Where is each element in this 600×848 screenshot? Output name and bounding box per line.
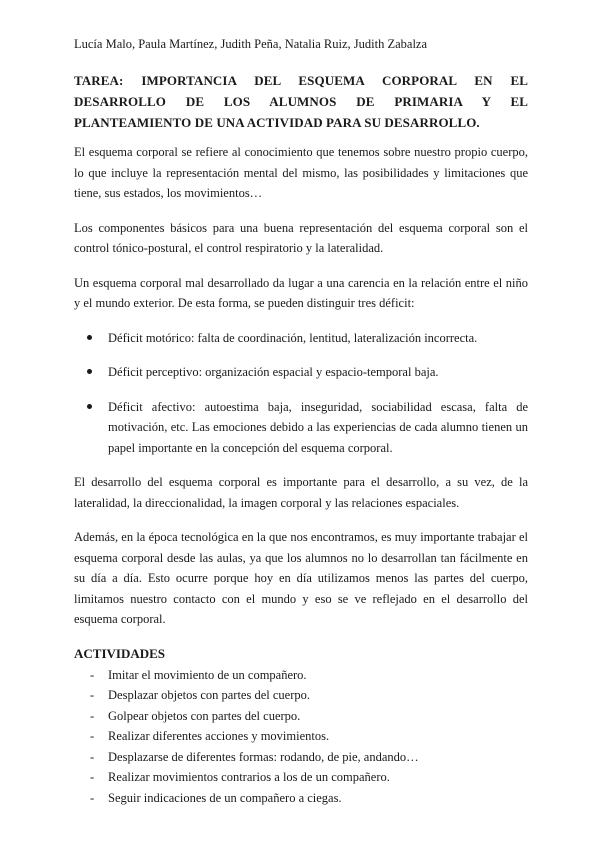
list-item-deficit-afectivo xyxy=(74,397,528,459)
activity-item xyxy=(74,747,528,768)
document-body xyxy=(74,142,528,808)
activity-item xyxy=(74,726,528,747)
bullet-icon xyxy=(87,335,92,340)
activity-text: Realizar movimientos contrarios a los de un compañero. xyxy=(108,770,390,784)
list-item-deficit-motorico xyxy=(74,328,528,349)
paragraph-technology: Además, en la época tecnológica en la que nos encontramos, es muy importante trabajar el esquema corporal desde las aulas, ya que los alumnos no lo desarrollan tan fácilmente en su día a día. Esto ocurre porque hoy en día utilizamos menos las partes del cuerpo, limitamos nuestro contacto con el mundo y eso se ve reflejado en el desarrollo del esquema corporal. xyxy=(74,530,528,626)
document-title: TAREA: IMPORTANCIA DEL ESQUEMA CORPORAL EN EL DESARROLLO DE LOS ALUMNOS DE PRIMARIA Y EL PLANTEAMIENTO DE UNA ACTIVIDAD PARA SU DESARROLLO. xyxy=(74,73,528,130)
activity-item xyxy=(74,767,528,788)
activities-list xyxy=(74,665,528,809)
list-item-text: Déficit motórico: falta de coordinación, lentitud, lateralización incorrecta. xyxy=(108,330,478,345)
deficit-list xyxy=(74,328,528,459)
activity-text: Seguir indicaciones de un compañero a ciegas. xyxy=(108,790,342,805)
paragraph-deficits-intro: Un esquema corporal mal desarrollado da lugar a una carencia en la relación entre el niño y el mundo exterior. De esta forma, se pueden distinguir tres déficit: xyxy=(74,275,528,310)
activity-item xyxy=(74,665,528,686)
list-item-text: Déficit afectivo: autoestima baja, inseguridad, sociabilidad escasa, falta de motivación, etc. Las emociones debido a las experiencias de cada alumno tienen un papel importante en la concepción del esquema corporal. xyxy=(108,399,528,455)
dash-icon: - xyxy=(90,667,95,682)
dash-icon: - xyxy=(90,749,95,764)
bullet-icon xyxy=(87,404,92,409)
activity-text: Imitar el movimiento de un compañero. xyxy=(108,667,307,682)
activity-item xyxy=(74,706,528,727)
dash-icon: - xyxy=(90,688,95,702)
list-item-text: Déficit perceptivo: organización espacial y espacio-temporal baja. xyxy=(108,365,439,379)
activities-heading: ACTIVIDADES xyxy=(74,645,166,661)
activity-item xyxy=(74,685,528,706)
activity-text: Realizar diferentes acciones y movimientos. xyxy=(108,729,330,743)
bullet-icon xyxy=(87,369,92,374)
dash-icon: - xyxy=(90,790,95,805)
paragraph-importance: El desarrollo del esquema corporal es importante para el desarrollo, a su vez, de la lateralidad, la direccionalidad, la imagen corporal y las relaciones espaciales. xyxy=(74,475,528,510)
dash-icon: - xyxy=(90,729,95,743)
activity-text: Desplazarse de diferentes formas: rodando, de pie, andando… xyxy=(108,749,419,764)
authors-line: Lucía Malo, Paula Martínez, Judith Peña, Natalia Ruiz, Judith Zabalza xyxy=(74,37,428,51)
dash-icon: - xyxy=(90,708,95,723)
paragraph-definition: El esquema corporal se refiere al conocimiento que tenemos sobre nuestro propio cuerpo, lo que incluye la representación mental del mismo, las posibilidades y limitaciones que tiene, sus estados, los movimientos… xyxy=(74,145,528,200)
activity-text: Desplazar objetos con partes del cuerpo. xyxy=(108,688,311,702)
dash-icon: - xyxy=(90,770,95,784)
list-item-deficit-perceptivo xyxy=(74,362,528,383)
activity-text: Golpear objetos con partes del cuerpo. xyxy=(108,708,301,723)
paragraph-components: Los componentes básicos para una buena representación del esquema corporal son el control tónico-postural, el control respiratorio y la lateralidad. xyxy=(74,220,528,255)
activity-item xyxy=(74,788,528,809)
